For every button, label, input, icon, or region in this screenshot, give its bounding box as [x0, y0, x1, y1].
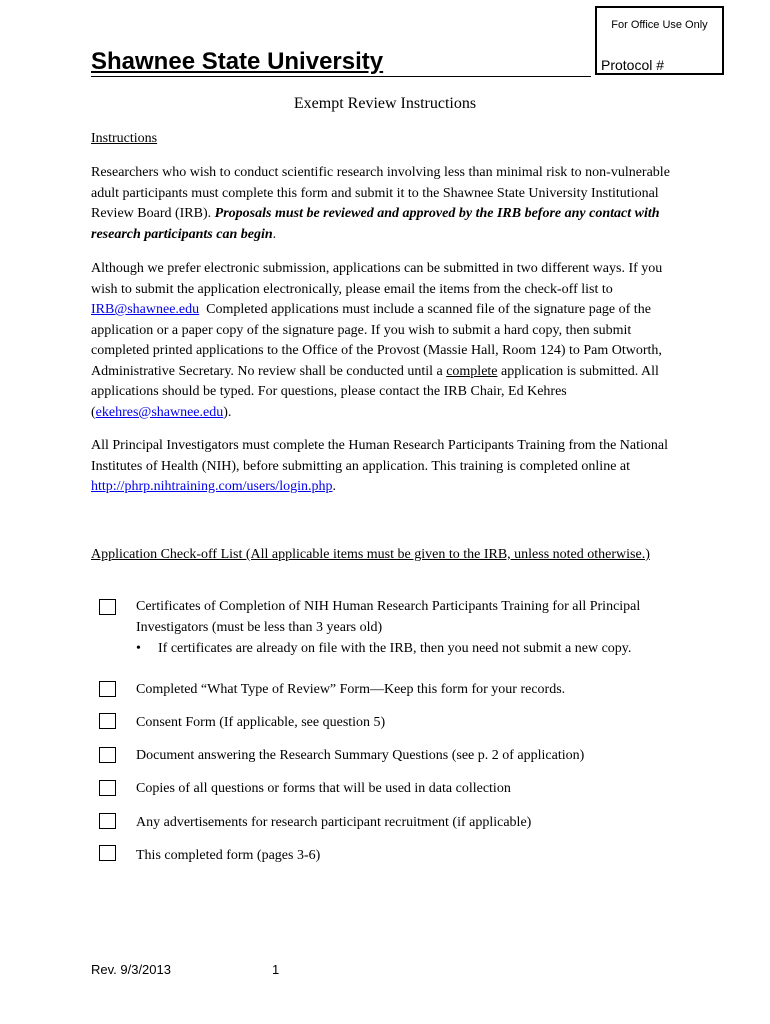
instructions-heading: Instructions [91, 131, 158, 146]
checklist-sub-bullet: • If certificates are already on file with the IRB, then you need not submit a new copy. [136, 638, 696, 659]
checkbox-data-collection[interactable] [99, 780, 116, 796]
checkbox-review-form[interactable] [99, 681, 116, 697]
checklist-item-data-collection: Copies of all questions or forms that will be used in data collection [136, 781, 511, 796]
approval-requirement: Proposals must be reviewed and approved by the IRB before any contact with research participants can begin [91, 206, 660, 242]
page-title: Exempt Review Instructions [293, 95, 477, 112]
checklist-item-consent-form: Consent Form (If applicable, see question 5) [136, 715, 386, 730]
irb-email-link[interactable]: IRB@shawnee.edu [91, 302, 200, 317]
checklist-item-nih-certificates: Certificates of Completion of NIH Human Research Participants Training for all Principal Investigators (must be less than 3 years old) [136, 599, 641, 635]
instructions-paragraph-3: All Principal Investigators must complete the Human Research Participants Training from the National Institutes of Health (NIH), before submitting an application. This training is completed online at http://phrp.nihtraining.com/users/login.php. [91, 438, 668, 494]
chair-email-link[interactable]: ekehres@shawnee.edu [95, 404, 224, 420]
revision-date: Rev. 9/3/2013 [91, 962, 171, 977]
complete-emphasis: complete [446, 363, 498, 379]
checklist-item-completed-form: This completed form (pages 3-6) [136, 848, 321, 863]
instructions-paragraph-2: Although we prefer electronic submission, applications can be submitted in two different ways. If you wish to submit the application electronically, please email the items from the check-off list to IRB@shawnee.edu Completed applications must include a scanned file of the signature page of the application or a paper copy of the signature page. If you wish to submit a hard copy, then submit completed printed applications to the Office of the Provost (Massie Hall, Room 124) to Pam Otworth, Administrative Secretary. No review shall be conducted until a complete application is submitted. All applications should be typed. For questions, please contact the IRB Chair, Ed Kehres (ekehres@shawnee.edu). [91, 261, 663, 420]
checklist-item-review-form: Completed “What Type of Review” Form—Keep this form for your records. [136, 682, 566, 697]
checkbox-completed-form[interactable] [99, 845, 116, 861]
checklist-item-research-summary: Document answering the Research Summary Questions (see p. 2 of application) [136, 748, 585, 763]
office-use-label: For Office Use Only [611, 19, 708, 31]
bullet-icon: • [136, 641, 141, 656]
nih-training-link[interactable]: http://phrp.nihtraining.com/users/login.php [91, 479, 333, 494]
checklist-heading: Application Check-off List (All applicable items must be given to the IRB, unless noted otherwise.) [91, 547, 650, 562]
checklist-item-advertisements: Any advertisements for research participant recruitment (if applicable) [136, 815, 532, 830]
checkbox-advertisements[interactable] [99, 813, 116, 829]
checkbox-research-summary[interactable] [99, 747, 116, 763]
protocol-number-label: Protocol # [601, 57, 665, 73]
instructions-paragraph-1: Researchers who wish to conduct scientific research involving less than minimal risk to non-vulnerable adult participants must complete this form and submit it to the Shawnee State University Institutional Review Board (IRB). Proposals must be reviewed and approved by the IRB before any contact with research participants can begin. [91, 165, 670, 242]
checkbox-consent-form[interactable] [99, 713, 116, 729]
page-number: 1 [272, 962, 280, 977]
checkbox-nih-certificates[interactable] [99, 599, 116, 615]
university-title: Shawnee State University [91, 48, 591, 77]
